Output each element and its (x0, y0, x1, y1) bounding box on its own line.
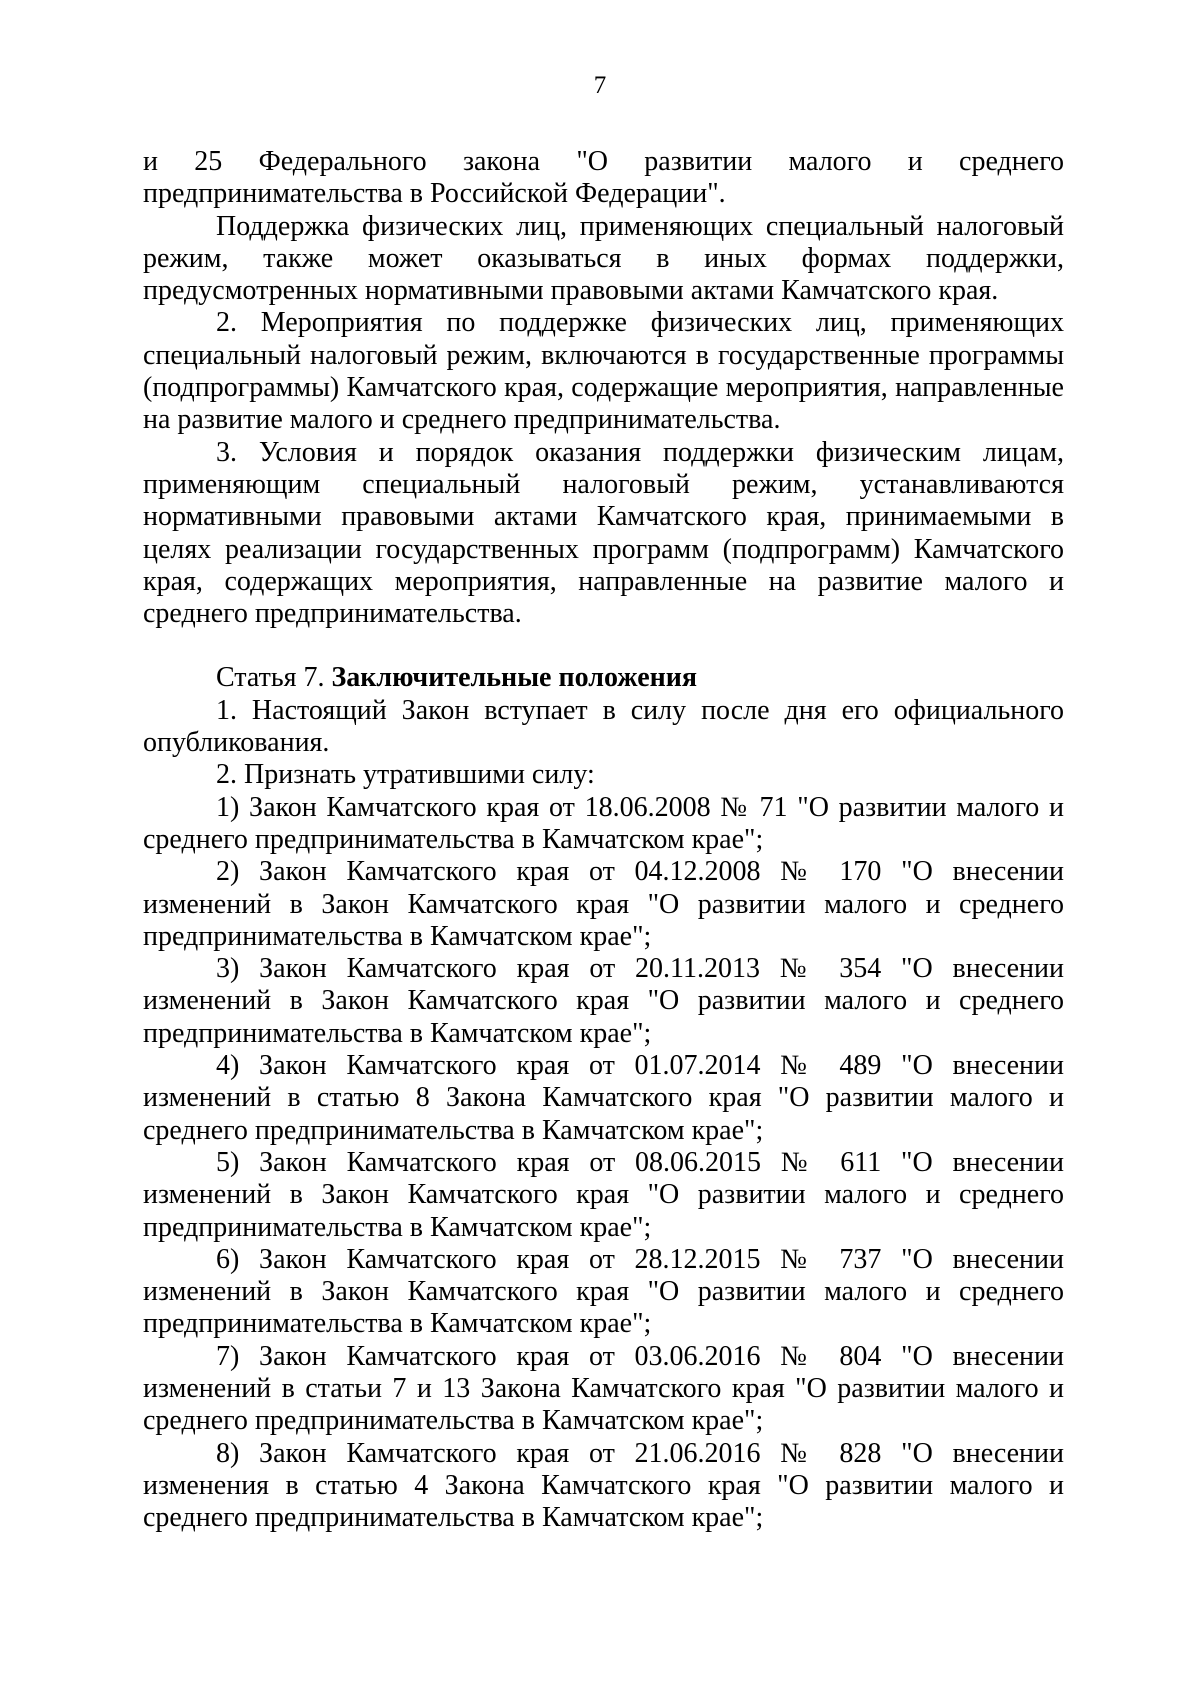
article-label: Статья 7. (216, 662, 325, 694)
article-heading (143, 662, 1064, 694)
page-number: 7 (593, 72, 607, 99)
article-title: Заключительные положения (331, 662, 698, 694)
document-body (143, 146, 1064, 1534)
repealed-law-2: 2) Закон Камчатского края от 04.12.2008 № 170 "О внесении изменений в Закон Камчатского края "О развитии малого и среднего предпринимательства в Камчатском крае"; (143, 856, 1064, 952)
paragraph-support-forms: Поддержка физических лиц, применяющих специальный налоговый режим, также может оказываться в иных формах поддержки, предусмотренных нормативными правовыми актами Камчатского края. (143, 210, 1064, 307)
paragraph-item-3: 3. Условия и порядок оказания поддержки физическим лицам, применяющим специальный налоговый режим, устанавливаются нормативными правовыми актами Камчатского края, принимаемыми в целях реализации государственных программ (подпрограмм) Камчатского края, содержащих мероприятия, направленные на развитие малого и среднего предпринимательства. (143, 436, 1064, 630)
repealed-law-3: 3) Закон Камчатского края от 20.11.2013 № 354 "О внесении изменений в Закон Камчатского края "О развитии малого и среднего предпринимательства в Камчатском крае"; (143, 953, 1064, 1049)
repealed-law-7: 7) Закон Камчатского края от 03.06.2016 № 804 "О внесении изменений в статьи 7 и 13 Закона Камчатского края "О развитии малого и среднего предпринимательства в Камчатском крае"; (143, 1340, 1064, 1437)
repealed-law-5: 5) Закон Камчатского края от 08.06.2015 № 611 "О внесении изменений в Закон Камчатского края "О развитии малого и среднего предпринимательства в Камчатском крае"; (143, 1146, 1064, 1243)
paragraph-continuation: и 25 Федерального закона "О развитии малого и среднего предпринимательства в Российской Федерации". (143, 146, 1064, 210)
paragraph-item-2: 2. Мероприятия по поддержке физических лиц, применяющих специальный налоговый режим, включаются в государственные программы (подпрограммы) Камчатского края, содержащие мероприятия, направленные на развитие малого и среднего предпринимательства. (143, 307, 1064, 436)
article-paragraph-2: 2. Признать утратившими силу: (216, 759, 595, 791)
repealed-law-1: 1) Закон Камчатского края от 18.06.2008 № 71 "О развитии малого и среднего предпринимательства в Камчатском крае"; (143, 791, 1064, 855)
article-paragraph-1: 1. Настоящий Закон вступает в силу после дня его официального опубликования. (143, 694, 1064, 759)
repealed-law-6: 6) Закон Камчатского края от 28.12.2015 № 737 "О внесении изменений в Закон Камчатского края "О развитии малого и среднего предпринимательства в Камчатском крае"; (143, 1243, 1064, 1340)
repealed-law-4: 4) Закон Камчатского края от 01.07.2014 № 489 "О внесении изменений в статью 8 Закона Камчатского края "О развитии малого и среднего предпринимательства в Камчатском крае"; (143, 1050, 1064, 1146)
repealed-law-8: 8) Закон Камчатского края от 21.06.2016 № 828 "О внесении изменения в статью 4 Закона Камчатского края "О развитии малого и среднего предпринимательства в Камчатском крае"; (143, 1437, 1064, 1534)
